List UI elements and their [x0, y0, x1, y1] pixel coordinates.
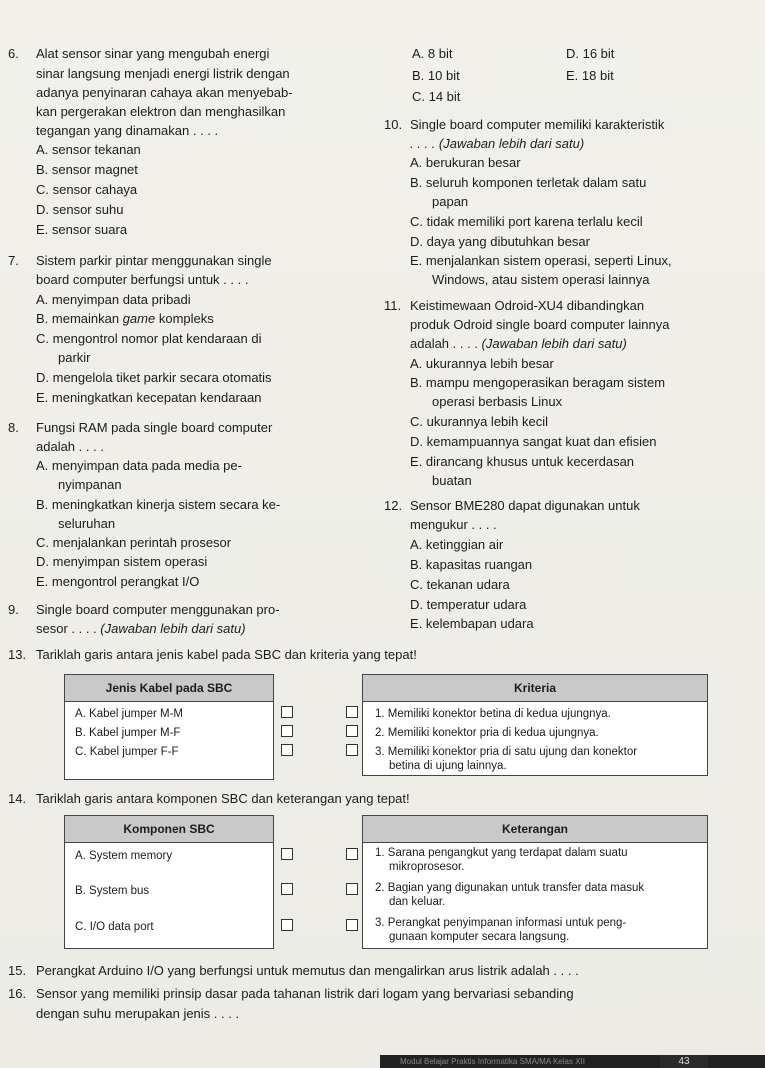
q7-line-1: Sistem parkir pintar menggunakan single	[36, 253, 272, 268]
q12-number: 12.	[384, 498, 403, 513]
q16-number: 16.	[8, 986, 27, 1001]
q16-line-2: dengan suhu merupakan jenis . . . .	[36, 1006, 240, 1021]
q8-option-d: D. menyimpan sistem operasi	[36, 554, 208, 569]
q13-right-checkbox-2[interactable]	[346, 725, 358, 737]
q10-option-d: D. daya yang dibutuhkan besar	[410, 234, 590, 249]
q10-option-b-cont: papan	[432, 194, 469, 209]
q15-number: 15.	[8, 963, 27, 978]
q9-line-2-text: sesor . . . .	[36, 621, 101, 636]
q10-option-b: B. seluruh komponen terletak dalam satu	[410, 175, 647, 190]
q10-option-a: A. berukuran besar	[410, 155, 521, 170]
q12-option-c: C. tekanan udara	[410, 577, 510, 592]
q11-line-3-italic: (Jawaban lebih dari satu)	[481, 336, 627, 351]
q11-line-1: Keistimewaan Odroid-XU4 dibandingkan	[410, 298, 645, 313]
q11-option-d: D. kemampuannya sangat kuat dan efisien	[410, 434, 657, 449]
q11-line-3-text: adalah . . . .	[410, 336, 482, 351]
q9-option-e: E. 18 bit	[566, 68, 614, 83]
q7-option-d: D. mengelola tiket parkir secara otomatis	[36, 370, 272, 385]
q14-left-checkbox-c[interactable]	[281, 919, 293, 931]
q7-option-b-italic: game	[122, 311, 156, 326]
q13-left-checkbox-a[interactable]	[281, 706, 293, 718]
q10-option-e-cont: Windows, atau sistem operasi lainnya	[432, 272, 650, 287]
q14-left-header: Komponen SBC	[65, 816, 273, 843]
q7-option-b	[36, 311, 214, 327]
q13-right-row-3: 3. Memiliki konektor pria di satu ujung dan konektor	[375, 746, 638, 758]
q11-option-b: B. mampu mengoperasikan beragam sistem	[410, 375, 666, 390]
q13-left-row-b: B. Kabel jumper M-F	[75, 727, 181, 739]
q6-number: 6.	[8, 46, 19, 61]
q9-line-2	[36, 621, 246, 637]
q13-right-table	[362, 674, 708, 776]
q7-number: 7.	[8, 253, 19, 268]
q14-left-row-b: B. System bus	[75, 885, 150, 897]
page-number: 43	[660, 1055, 708, 1068]
q7-option-c: C. mengontrol nomor plat kendaraan di	[36, 331, 262, 346]
q9-number: 9.	[8, 602, 19, 617]
q14-number: 14.	[8, 791, 27, 806]
q8-option-a-cont: nyimpanan	[58, 477, 122, 492]
q14-right-checkbox-1[interactable]	[346, 848, 358, 860]
q6-option-c: C. sensor cahaya	[36, 182, 138, 197]
q10-option-e: E. menjalankan sistem operasi, seperti Linux,	[410, 253, 672, 268]
q13-right-row-3-cont: betina di ujung lainnya.	[389, 760, 507, 772]
q12-option-e: E. kelembapan udara	[410, 616, 534, 631]
q14-left-row-c: C. I/O data port	[75, 921, 154, 933]
q8-option-b: B. meningkatkan kinerja sistem secara ke-	[36, 497, 281, 512]
q13-left-table	[64, 674, 274, 780]
q12-option-d: D. temperatur udara	[410, 597, 527, 612]
q14-left-checkbox-b[interactable]	[281, 883, 293, 895]
q6-option-e: E. sensor suara	[36, 222, 128, 237]
q9-line-2-italic: (Jawaban lebih dari satu)	[100, 621, 246, 636]
q13-right-header: Kriteria	[363, 675, 707, 702]
q8-option-e: E. mengontrol perangkat I/O	[36, 574, 200, 589]
q12-option-b: B. kapasitas ruangan	[410, 557, 533, 572]
q13-right-checkbox-3[interactable]	[346, 744, 358, 756]
q14-prompt: Tariklah garis antara komponen SBC dan keterangan yang tepat!	[36, 791, 410, 806]
q8-line-1: Fungsi RAM pada single board computer	[36, 420, 273, 435]
q7-option-a: A. menyimpan data pribadi	[36, 292, 191, 307]
q13-right-checkbox-1[interactable]	[346, 706, 358, 718]
q11-line-3	[410, 336, 627, 352]
q11-option-a: A. ukurannya lebih besar	[410, 356, 554, 371]
q14-right-checkbox-3[interactable]	[346, 919, 358, 931]
q11-option-e-cont: buatan	[432, 473, 472, 488]
q11-option-e: E. dirancang khusus untuk kecerdasan	[410, 454, 635, 469]
q13-left-row-c: C. Kabel jumper F-F	[75, 746, 179, 758]
q7-option-e: E. meningkatkan kecepatan kendaraan	[36, 390, 262, 405]
q6-option-b: B. sensor magnet	[36, 162, 138, 177]
q13-left-checkbox-c[interactable]	[281, 744, 293, 756]
q14-left-table	[64, 815, 274, 949]
q7-line-2: board computer berfungsi untuk . . . .	[36, 272, 249, 287]
q8-option-c: C. menjalankan perintah prosesor	[36, 535, 232, 550]
q14-left-row-a: A. System memory	[75, 850, 173, 862]
q13-right-row-2: 2. Memiliki konektor pria di kedua ujungnya.	[375, 727, 599, 739]
q13-left-header: Jenis Kabel pada SBC	[65, 675, 273, 702]
q12-line-2: mengukur . . . .	[410, 517, 497, 532]
footer-text: Modul Belajar Praktis Informatika SMA/MA Kelas XII	[400, 1057, 585, 1066]
q14-right-row-1-cont: mikroprosesor.	[389, 861, 465, 873]
q13-left-row-a: A. Kabel jumper M-M	[75, 708, 184, 720]
q7-option-c-cont: parkir	[58, 350, 91, 365]
q14-right-row-2-cont: dan keluar.	[389, 896, 446, 908]
q10-number: 10.	[384, 117, 403, 132]
q8-line-2: adalah . . . .	[36, 439, 104, 454]
q14-right-table	[362, 815, 708, 949]
q14-right-checkbox-2[interactable]	[346, 883, 358, 895]
q12-line-1: Sensor BME280 dapat digunakan untuk	[410, 498, 640, 513]
q6-option-a: A. sensor tekanan	[36, 142, 141, 157]
q11-line-2: produk Odroid single board computer lainnya	[410, 317, 670, 332]
q7-option-b-tail: kompleks	[155, 311, 214, 326]
q8-option-a: A. menyimpan data pada media pe-	[36, 458, 242, 473]
q13-prompt: Tariklah garis antara jenis kabel pada SBC dan kriteria yang tepat!	[36, 647, 417, 662]
q8-number: 8.	[8, 420, 19, 435]
q14-right-row-1: 1. Sarana pengangkut yang terdapat dalam suatu	[375, 847, 628, 859]
q13-number: 13.	[8, 647, 27, 662]
q6-option-d: D. sensor suhu	[36, 202, 124, 217]
q6-line-1: Alat sensor sinar yang mengubah energi	[36, 46, 270, 61]
q10-option-c: C. tidak memiliki port karena terlalu kecil	[410, 214, 643, 229]
q14-right-row-3-cont: gunaan komputer secara langsung.	[389, 931, 570, 943]
q11-option-b-cont: operasi berbasis Linux	[432, 394, 563, 409]
q13-right-row-1: 1. Memiliki konektor betina di kedua ujungnya.	[375, 708, 611, 720]
q13-left-checkbox-b[interactable]	[281, 725, 293, 737]
q6-line-5: tegangan yang dinamakan . . . .	[36, 123, 219, 138]
q12-option-a: A. ketinggian air	[410, 537, 504, 552]
q14-left-checkbox-a[interactable]	[281, 848, 293, 860]
q10-line-2: . . . . (Jawaban lebih dari satu)	[410, 136, 585, 151]
q6-line-4: kan pergerakan elektron dan menghasilkan	[36, 104, 286, 119]
q11-option-c: C. ukurannya lebih kecil	[410, 414, 549, 429]
q14-right-row-3: 3. Perangkat penyimpanan informasi untuk peng-	[375, 917, 627, 929]
q9-option-a: A. 8 bit	[412, 46, 453, 61]
q8-option-b-cont: seluruhan	[58, 516, 116, 531]
q6-line-3: adanya penyinaran cahaya akan menyebab-	[36, 85, 293, 100]
q10-line-1: Single board computer memiliki karakteristik	[410, 117, 665, 132]
q14-right-header: Keterangan	[363, 816, 707, 843]
q9-option-c: C. 14 bit	[412, 89, 461, 104]
q16-line-1: Sensor yang memiliki prinsip dasar pada tahanan listrik dari logam yang bervariasi sebanding	[36, 986, 574, 1001]
q15-text: Perangkat Arduino I/O yang berfungsi untuk memutus dan mengalirkan arus listrik adalah . . . .	[36, 963, 579, 978]
q9-line-1: Single board computer menggunakan pro-	[36, 602, 280, 617]
q9-option-b: B. 10 bit	[412, 68, 460, 83]
q6-line-2: sinar langsung menjadi energi listrik dengan	[36, 66, 290, 81]
q7-option-b-text: B. memainkan	[36, 311, 123, 326]
q11-number: 11.	[384, 298, 402, 313]
q14-right-row-2: 2. Bagian yang digunakan untuk transfer data masuk	[375, 882, 645, 894]
q9-option-d: D. 16 bit	[566, 46, 615, 61]
